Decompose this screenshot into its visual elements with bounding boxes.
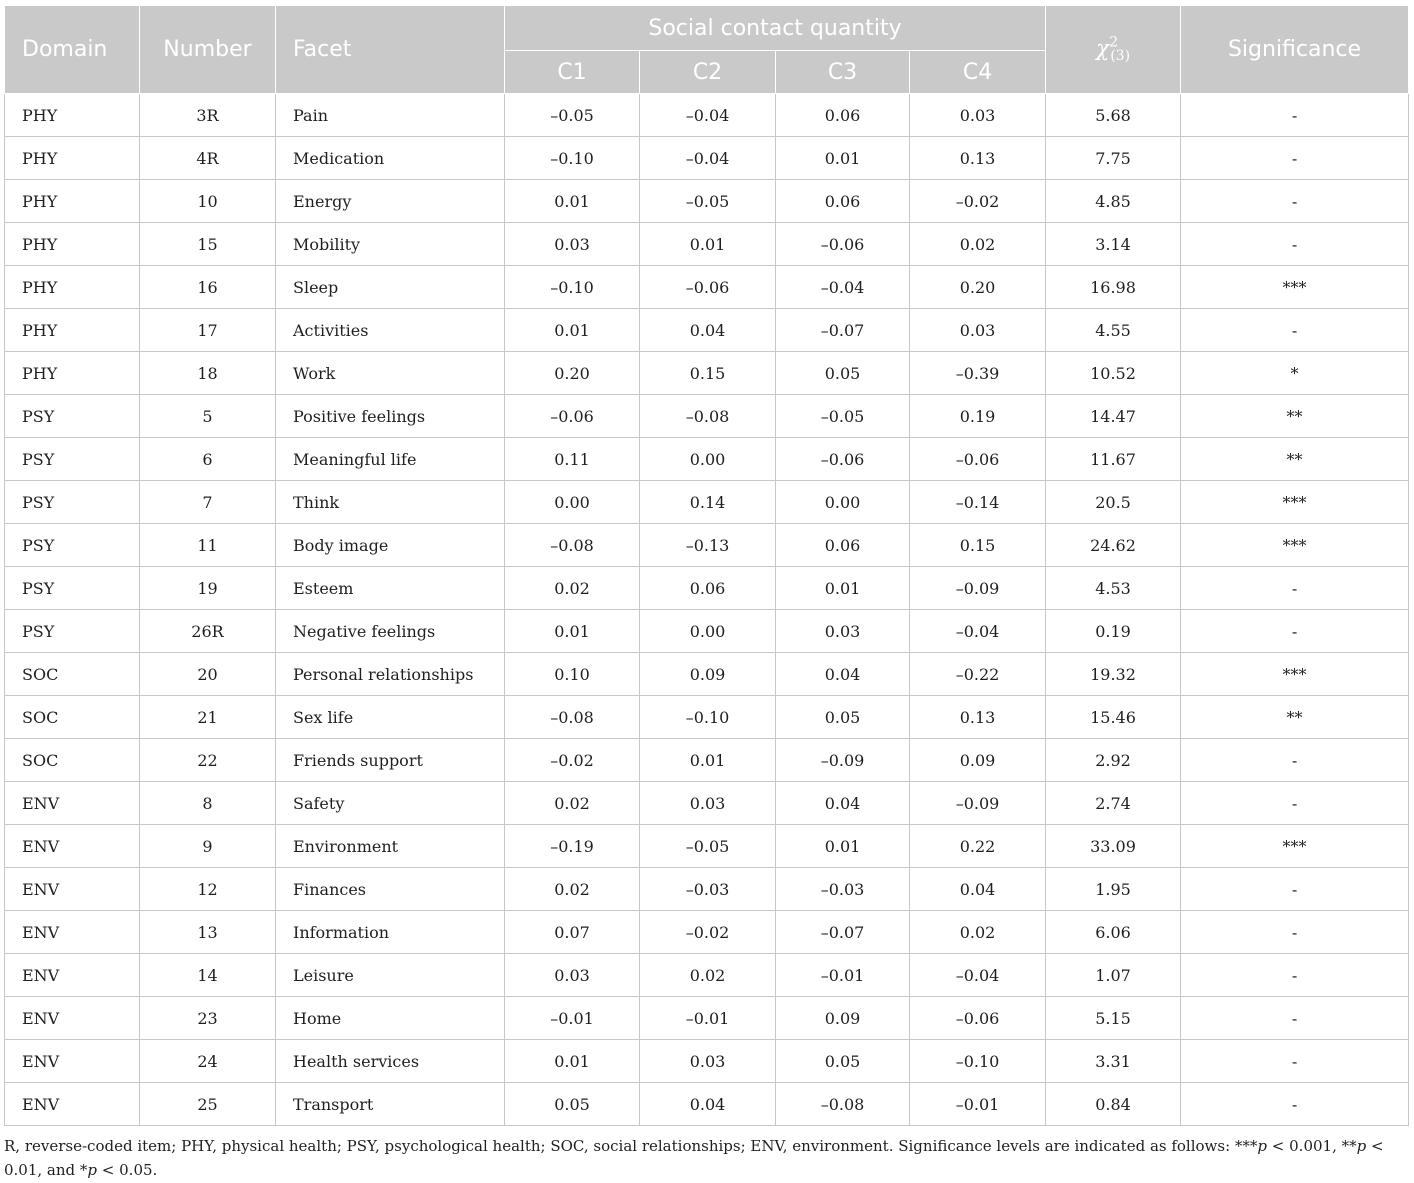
table-row (5, 868, 1409, 911)
cell-c1: –0.10 (505, 266, 640, 309)
cell-c4: –0.22 (910, 653, 1046, 696)
cell-number: 11 (140, 524, 276, 567)
table-row (5, 567, 1409, 610)
cell-domain: PHY (5, 223, 140, 266)
cell-chi-square: 14.47 (1046, 395, 1181, 438)
header-number: Number (140, 6, 276, 94)
cell-significance: - (1181, 782, 1409, 825)
cell-domain: PSY (5, 481, 140, 524)
cell-domain: ENV (5, 997, 140, 1040)
cell-c2: 0.03 (640, 782, 776, 825)
cell-number: 14 (140, 954, 276, 997)
cell-c4: –0.04 (910, 610, 1046, 653)
cell-c3: 0.04 (776, 653, 910, 696)
cell-c3: 0.05 (776, 1040, 910, 1083)
table-row (5, 94, 1409, 137)
cell-chi-square: 2.92 (1046, 739, 1181, 782)
cell-c1: 0.01 (505, 1040, 640, 1083)
cell-chi-square: 33.09 (1046, 825, 1181, 868)
cell-facet: Leisure (276, 954, 505, 997)
cell-facet: Work (276, 352, 505, 395)
cell-domain: ENV (5, 825, 140, 868)
cell-c4: 0.13 (910, 137, 1046, 180)
cell-chi-square: 6.06 (1046, 911, 1181, 954)
cell-domain: PHY (5, 137, 140, 180)
cell-c1: 0.01 (505, 180, 640, 223)
cell-c4: –0.01 (910, 1083, 1046, 1126)
footnote-text-1: R, reverse-coded item; PHY, physical health; PSY, psychological health; SOC, social relationships; ENV, environment. Significance levels are indicated as follows: *** (4, 1137, 1258, 1155)
cell-facet: Meaningful life (276, 438, 505, 481)
cell-c4: 0.03 (910, 309, 1046, 352)
cell-chi-square: 16.98 (1046, 266, 1181, 309)
table-row (5, 1083, 1409, 1126)
cell-c4: –0.39 (910, 352, 1046, 395)
cell-c3: –0.07 (776, 309, 910, 352)
table-header (5, 6, 1409, 94)
table-row (5, 266, 1409, 309)
table-row (5, 524, 1409, 567)
cell-c4: 0.22 (910, 825, 1046, 868)
cell-domain: SOC (5, 696, 140, 739)
cell-c1: –0.10 (505, 137, 640, 180)
cell-c1: 0.10 (505, 653, 640, 696)
table-row (5, 137, 1409, 180)
cell-c4: –0.04 (910, 954, 1046, 997)
cell-chi-square: 11.67 (1046, 438, 1181, 481)
cell-chi-square: 4.53 (1046, 567, 1181, 610)
cell-facet: Esteem (276, 567, 505, 610)
cell-domain: ENV (5, 1040, 140, 1083)
cell-chi-square: 19.32 (1046, 653, 1181, 696)
cell-facet: Medication (276, 137, 505, 180)
cell-number: 4R (140, 137, 276, 180)
cell-facet: Finances (276, 868, 505, 911)
cell-c3: 0.01 (776, 137, 910, 180)
cell-c2: –0.04 (640, 94, 776, 137)
cell-domain: PHY (5, 180, 140, 223)
cell-significance: *** (1181, 266, 1409, 309)
cell-c4: 0.02 (910, 223, 1046, 266)
table-row (5, 610, 1409, 653)
cell-c1: –0.19 (505, 825, 640, 868)
cell-chi-square: 4.55 (1046, 309, 1181, 352)
cell-chi-square: 0.19 (1046, 610, 1181, 653)
header-c2: C2 (640, 51, 776, 94)
cell-significance: - (1181, 1083, 1409, 1126)
table-row (5, 352, 1409, 395)
table-row (5, 653, 1409, 696)
cell-facet: Health services (276, 1040, 505, 1083)
cell-significance: - (1181, 1040, 1409, 1083)
cell-c2: 0.02 (640, 954, 776, 997)
cell-chi-square: 10.52 (1046, 352, 1181, 395)
cell-facet: Mobility (276, 223, 505, 266)
cell-number: 10 (140, 180, 276, 223)
cell-facet: Positive feelings (276, 395, 505, 438)
table-row (5, 782, 1409, 825)
cell-number: 5 (140, 395, 276, 438)
cell-c2: –0.10 (640, 696, 776, 739)
header-facet: Facet (276, 6, 505, 94)
cell-c1: 0.02 (505, 868, 640, 911)
header-significance: Significance (1181, 6, 1409, 94)
cell-number: 25 (140, 1083, 276, 1126)
cell-domain: PHY (5, 94, 140, 137)
cell-c1: 0.02 (505, 567, 640, 610)
chi-superscript: 2 (1109, 34, 1119, 51)
cell-number: 24 (140, 1040, 276, 1083)
cell-c4: –0.09 (910, 567, 1046, 610)
cell-c3: 0.06 (776, 94, 910, 137)
cell-c4: –0.02 (910, 180, 1046, 223)
cell-significance: - (1181, 610, 1409, 653)
cell-c4: –0.06 (910, 438, 1046, 481)
header-c1: C1 (505, 51, 640, 94)
cell-c1: 0.00 (505, 481, 640, 524)
cell-chi-square: 5.15 (1046, 997, 1181, 1040)
cell-facet: Body image (276, 524, 505, 567)
cell-significance: *** (1181, 825, 1409, 868)
cell-number: 8 (140, 782, 276, 825)
cell-facet: Personal relationships (276, 653, 505, 696)
cell-c2: 0.01 (640, 223, 776, 266)
cell-number: 9 (140, 825, 276, 868)
cell-facet: Environment (276, 825, 505, 868)
cell-domain: PSY (5, 610, 140, 653)
cell-c2: –0.13 (640, 524, 776, 567)
cell-c3: –0.05 (776, 395, 910, 438)
cell-domain: PSY (5, 524, 140, 567)
cell-facet: Sleep (276, 266, 505, 309)
table-row (5, 223, 1409, 266)
cell-domain: SOC (5, 739, 140, 782)
table-row (5, 438, 1409, 481)
cell-c3: –0.07 (776, 911, 910, 954)
cell-domain: ENV (5, 782, 140, 825)
cell-c1: –0.08 (505, 696, 640, 739)
cell-domain: ENV (5, 954, 140, 997)
cell-c2: 0.14 (640, 481, 776, 524)
cell-c3: –0.01 (776, 954, 910, 997)
cell-c3: –0.04 (776, 266, 910, 309)
cell-c3: –0.09 (776, 739, 910, 782)
table-row (5, 309, 1409, 352)
cell-c1: 0.01 (505, 309, 640, 352)
cell-c1: –0.01 (505, 997, 640, 1040)
cell-c4: –0.06 (910, 997, 1046, 1040)
cell-significance: ** (1181, 395, 1409, 438)
cell-facet: Think (276, 481, 505, 524)
cell-chi-square: 24.62 (1046, 524, 1181, 567)
cell-number: 15 (140, 223, 276, 266)
cell-c1: 0.20 (505, 352, 640, 395)
cell-facet: Energy (276, 180, 505, 223)
cell-facet: Information (276, 911, 505, 954)
cell-c2: –0.06 (640, 266, 776, 309)
cell-c4: 0.20 (910, 266, 1046, 309)
cell-c2: 0.00 (640, 610, 776, 653)
cell-domain: PHY (5, 309, 140, 352)
cell-domain: PHY (5, 352, 140, 395)
cell-c3: –0.06 (776, 223, 910, 266)
cell-c2: –0.05 (640, 825, 776, 868)
cell-c3: –0.06 (776, 438, 910, 481)
cell-domain: SOC (5, 653, 140, 696)
table-row (5, 1040, 1409, 1083)
cell-c3: 0.01 (776, 567, 910, 610)
cell-c3: 0.05 (776, 696, 910, 739)
table-footnote (4, 1134, 1408, 1182)
cell-c4: 0.02 (910, 911, 1046, 954)
cell-domain: PSY (5, 567, 140, 610)
cell-c2: –0.02 (640, 911, 776, 954)
cell-c4: –0.14 (910, 481, 1046, 524)
cell-facet: Pain (276, 94, 505, 137)
table-row (5, 180, 1409, 223)
cell-significance: - (1181, 911, 1409, 954)
header-c4: C4 (910, 51, 1046, 94)
cell-c3: 0.04 (776, 782, 910, 825)
cell-c1: –0.05 (505, 94, 640, 137)
table-row (5, 825, 1409, 868)
footnote-text-3: < 0.01, and * (4, 1137, 1384, 1179)
cell-chi-square: 2.74 (1046, 782, 1181, 825)
cell-chi-square: 0.84 (1046, 1083, 1181, 1126)
footnote-text-2: < 0.001, ** (1267, 1137, 1357, 1155)
cell-significance: *** (1181, 524, 1409, 567)
cell-domain: PHY (5, 266, 140, 309)
cell-c4: –0.10 (910, 1040, 1046, 1083)
header-chi-square (1046, 6, 1181, 94)
cell-c3: 0.03 (776, 610, 910, 653)
cell-c2: –0.01 (640, 997, 776, 1040)
cell-c2: 0.09 (640, 653, 776, 696)
cell-facet: Safety (276, 782, 505, 825)
footnote-text-4: < 0.05. (97, 1161, 158, 1179)
cell-c2: 0.03 (640, 1040, 776, 1083)
cell-c2: 0.00 (640, 438, 776, 481)
cell-c2: –0.05 (640, 180, 776, 223)
cell-number: 7 (140, 481, 276, 524)
cell-c3: 0.05 (776, 352, 910, 395)
cell-domain: PSY (5, 438, 140, 481)
table-row (5, 481, 1409, 524)
cell-significance: - (1181, 954, 1409, 997)
cell-facet: Negative feelings (276, 610, 505, 653)
cell-c4: 0.19 (910, 395, 1046, 438)
cell-number: 13 (140, 911, 276, 954)
cell-c4: 0.04 (910, 868, 1046, 911)
cell-c1: –0.08 (505, 524, 640, 567)
cell-c2: –0.03 (640, 868, 776, 911)
cell-c2: 0.15 (640, 352, 776, 395)
cell-number: 26R (140, 610, 276, 653)
footnote-p-3: p (87, 1161, 98, 1179)
cell-number: 16 (140, 266, 276, 309)
cell-c1: –0.02 (505, 739, 640, 782)
cell-c1: 0.11 (505, 438, 640, 481)
cell-number: 18 (140, 352, 276, 395)
cell-c4: 0.09 (910, 739, 1046, 782)
cell-chi-square: 15.46 (1046, 696, 1181, 739)
cell-c3: –0.08 (776, 1083, 910, 1126)
cell-significance: - (1181, 567, 1409, 610)
table-row (5, 739, 1409, 782)
cell-number: 12 (140, 868, 276, 911)
cell-domain: ENV (5, 868, 140, 911)
cell-chi-square: 3.31 (1046, 1040, 1181, 1083)
cell-number: 3R (140, 94, 276, 137)
cell-chi-square: 7.75 (1046, 137, 1181, 180)
cell-chi-square: 4.85 (1046, 180, 1181, 223)
cell-c4: –0.09 (910, 782, 1046, 825)
cell-significance: - (1181, 94, 1409, 137)
cell-facet: Home (276, 997, 505, 1040)
cell-c4: 0.03 (910, 94, 1046, 137)
cell-c4: 0.15 (910, 524, 1046, 567)
cell-c1: 0.03 (505, 954, 640, 997)
table-row (5, 696, 1409, 739)
cell-number: 17 (140, 309, 276, 352)
cell-chi-square: 1.07 (1046, 954, 1181, 997)
cell-c3: 0.09 (776, 997, 910, 1040)
cell-c2: –0.04 (640, 137, 776, 180)
cell-c1: 0.01 (505, 610, 640, 653)
cell-c2: 0.01 (640, 739, 776, 782)
cell-c1: 0.05 (505, 1083, 640, 1126)
cell-c1: –0.06 (505, 395, 640, 438)
header-domain: Domain (5, 6, 140, 94)
cell-significance: *** (1181, 481, 1409, 524)
cell-c2: 0.04 (640, 309, 776, 352)
table-container (4, 5, 1408, 1182)
footnote-p-1: p (1257, 1137, 1268, 1155)
cell-domain: PSY (5, 395, 140, 438)
chi-subscript: (3) (1110, 48, 1131, 65)
cell-c2: 0.04 (640, 1083, 776, 1126)
table-row (5, 997, 1409, 1040)
cell-chi-square: 1.95 (1046, 868, 1181, 911)
cell-significance: - (1181, 309, 1409, 352)
cell-c3: –0.03 (776, 868, 910, 911)
cell-number: 22 (140, 739, 276, 782)
cell-significance: - (1181, 739, 1409, 782)
cell-facet: Activities (276, 309, 505, 352)
table-body (5, 94, 1409, 1126)
header-social-contact-quantity: Social contact quantity (505, 6, 1046, 51)
cell-domain: ENV (5, 911, 140, 954)
cell-c4: 0.13 (910, 696, 1046, 739)
results-table (4, 5, 1409, 1126)
cell-facet: Transport (276, 1083, 505, 1126)
cell-number: 21 (140, 696, 276, 739)
cell-number: 23 (140, 997, 276, 1040)
cell-facet: Sex life (276, 696, 505, 739)
cell-chi-square: 5.68 (1046, 94, 1181, 137)
cell-number: 20 (140, 653, 276, 696)
header-c3: C3 (776, 51, 910, 94)
cell-significance: - (1181, 180, 1409, 223)
cell-c1: 0.03 (505, 223, 640, 266)
footnote-p-2: p (1356, 1137, 1367, 1155)
cell-c3: 0.06 (776, 524, 910, 567)
cell-number: 19 (140, 567, 276, 610)
table-row (5, 954, 1409, 997)
cell-chi-square: 20.5 (1046, 481, 1181, 524)
cell-significance: - (1181, 997, 1409, 1040)
cell-chi-square: 3.14 (1046, 223, 1181, 266)
cell-significance: ** (1181, 696, 1409, 739)
cell-c2: –0.08 (640, 395, 776, 438)
cell-significance: - (1181, 137, 1409, 180)
cell-c1: 0.07 (505, 911, 640, 954)
cell-c3: 0.01 (776, 825, 910, 868)
cell-facet: Friends support (276, 739, 505, 782)
table-row (5, 911, 1409, 954)
cell-significance: - (1181, 223, 1409, 266)
table-row (5, 395, 1409, 438)
cell-significance: ** (1181, 438, 1409, 481)
cell-c2: 0.06 (640, 567, 776, 610)
cell-c3: 0.06 (776, 180, 910, 223)
chi-symbol: χ (1095, 35, 1110, 61)
cell-significance: - (1181, 868, 1409, 911)
cell-c1: 0.02 (505, 782, 640, 825)
cell-c3: 0.00 (776, 481, 910, 524)
cell-significance: *** (1181, 653, 1409, 696)
cell-number: 6 (140, 438, 276, 481)
cell-domain: ENV (5, 1083, 140, 1126)
cell-significance: * (1181, 352, 1409, 395)
